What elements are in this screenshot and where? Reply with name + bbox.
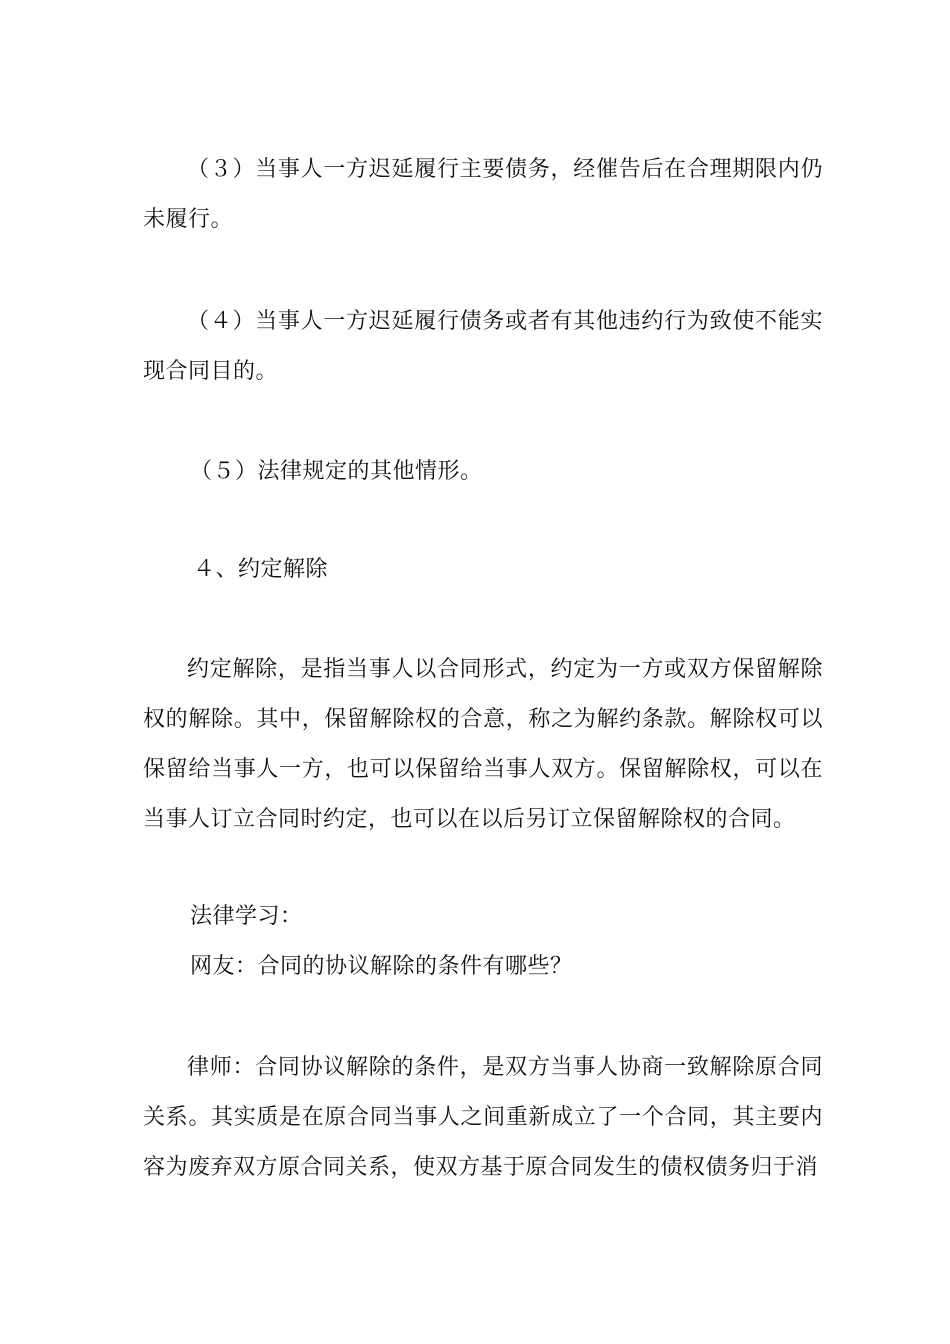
paragraph-item-4: （４）当事人一方迟延履行债务或者有其他违约行为致使不能实现合同目的。	[143, 309, 823, 384]
answer-paragraph: 律师：合同协议解除的条件，是双方当事人协商一致解除原合同关系。其实质是在原合同当事人之间重新成立了一个合同，其主要内容为废弃双方原合同关系，使双方基于原合同发生的债权债务归于消	[143, 1055, 823, 1180]
section-heading: ４、约定解除	[193, 557, 329, 582]
question-line: 网友：合同的协议解除的条件有哪些？	[190, 954, 573, 979]
label-legal-study: 法律学习：	[190, 904, 303, 929]
paragraph-item-5: （５）法律规定的其他情形。	[190, 459, 483, 484]
paragraph-definition: 约定解除，是指当事人以合同形式，约定为一方或双方保留解除权的解除。其中，保留解除权的合意，称之为解约条款。解除权可以保留给当事人一方，也可以保留给当事人双方。保留解除权，可以在当事人订立合同时约定，也可以在以后另订立保留解除权的合同。	[143, 657, 823, 832]
paragraph-item-3: （３）当事人一方迟延履行主要债务，经催告后在合理期限内仍未履行。	[143, 157, 823, 232]
